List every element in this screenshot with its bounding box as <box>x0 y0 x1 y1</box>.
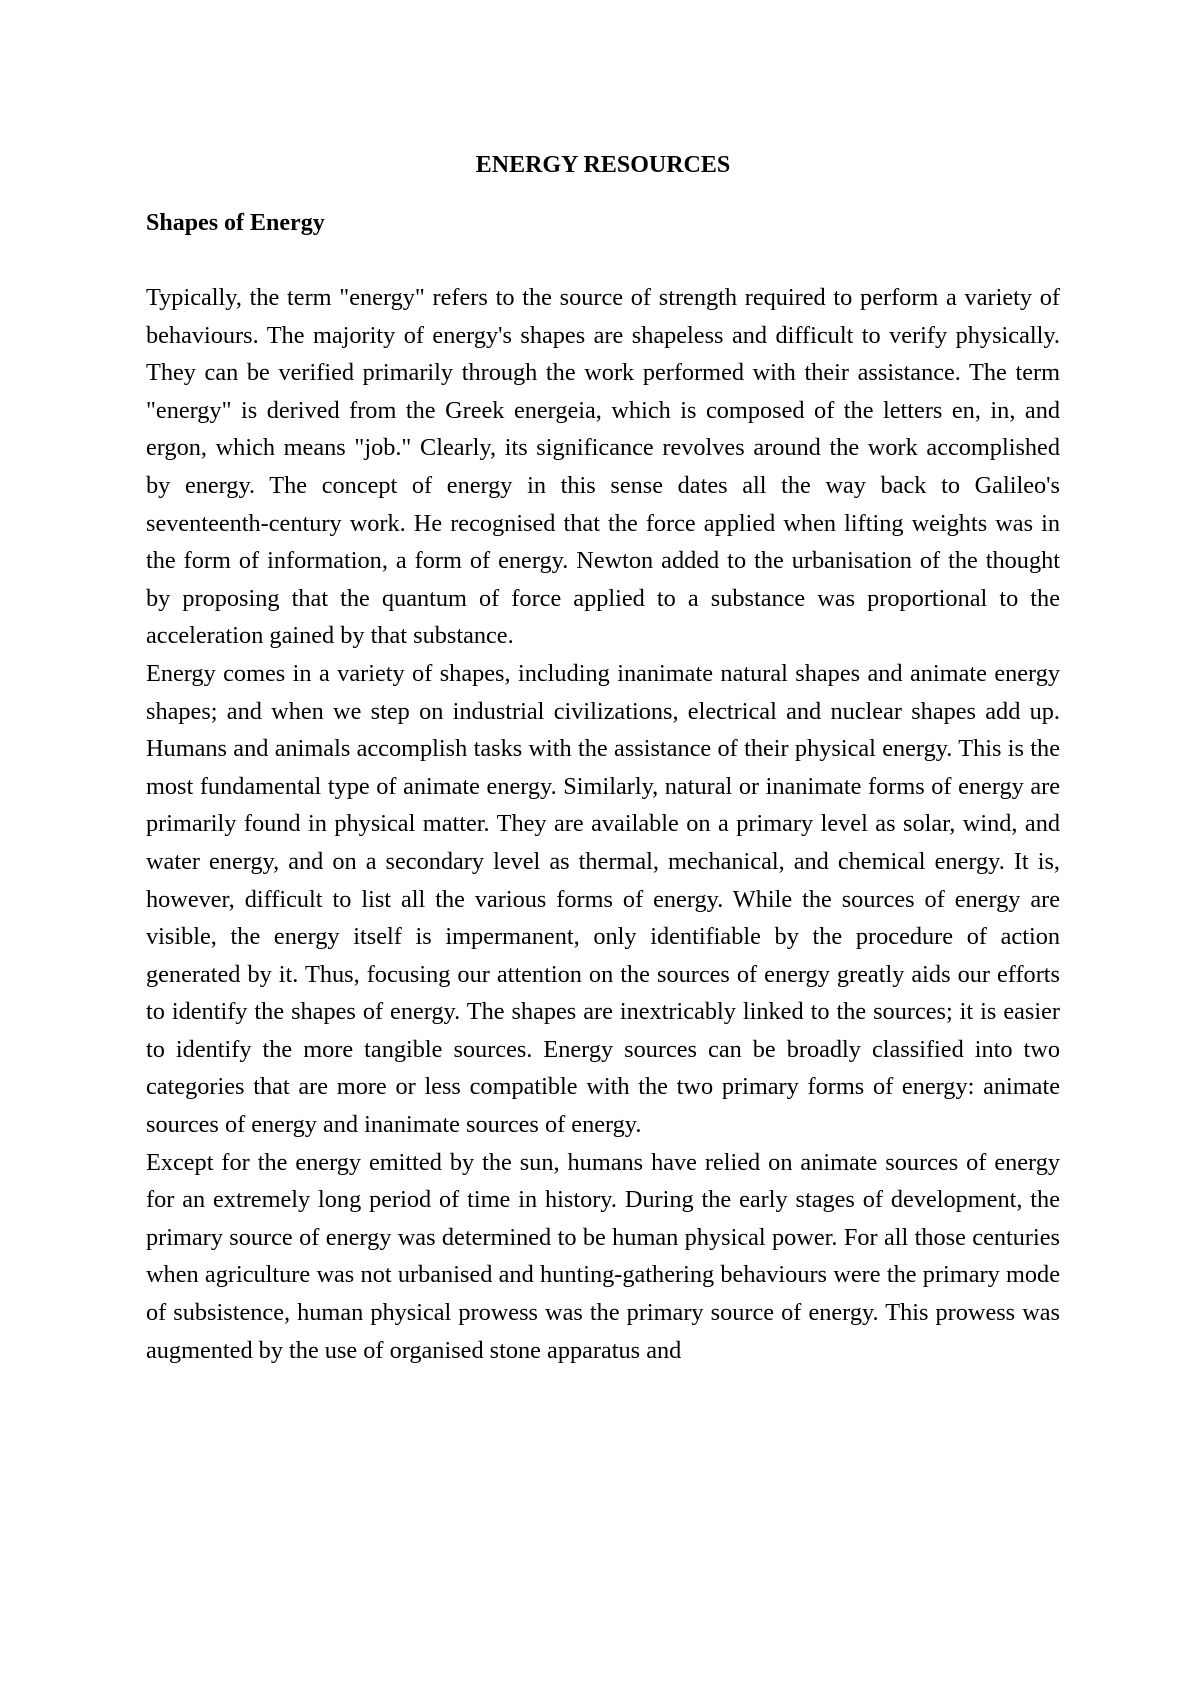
section-heading: Shapes of Energy <box>146 210 325 236</box>
document-body <box>146 146 1060 1369</box>
paragraph-3: Except for the energy emitted by the sun, humans have relied on animate sources of energy for an extremely long period of time in history. During the early stages of development, the primary source of energy was determined to be human physical power. For all those centuries when agriculture was not urbanised and hunting-gathering behaviours were the primary mode of subsistence, human physical prowess was the primary source of energy. This prowess was augmented by the use of organised stone apparatus and <box>146 1148 1060 1364</box>
paragraph-1: Typically, the term "energy" refers to the source of strength required to perform a variety of behaviours. The majority of energy's shapes are shapeless and difficult to verify physically. They can be verified primarily through the work performed with their assistance. The term "energy" is derived from the Greek energeia, which is composed of the letters en, in, and ergon, which means "job." Clearly, its significance revolves around the work accomplished by energy. The concept of energy in this sense dates all the way back to Galileo's seventeenth-century work. He recognised that the force applied when lifting weights was in the form of information, a form of energy. Newton added to the urbanisation of the thought by proposing that the quantum of force applied to a substance was proportional to the acceleration gained by that substance. <box>146 284 1060 650</box>
paragraph-2: Energy comes in a variety of shapes, including inanimate natural shapes and animate energy shapes; and when we step on industrial civilizations, electrical and nuclear shapes add up. Humans and animals accomplish tasks with the assistance of their physical energy. This is the most fundamental type of animate energy. Similarly, natural or inanimate forms of energy are primarily found in physical matter. They are available on a primary level as solar, wind, and water energy, and on a secondary level as thermal, mechanical, and chemical energy. It is, however, difficult to list all the various forms of energy. While the sources of energy are visible, the energy itself is impermanent, only identifiable by the procedure of action generated by it. Thus, focusing our attention on the sources of energy greatly aids our efforts to identify the shapes of energy. The shapes are inextricably linked to the sources; it is easier to identify the more tangible sources. Energy sources can be broadly classified into two categories that are more or less compatible with the two primary forms of energy: animate sources of energy and inanimate sources of energy. <box>146 659 1060 1139</box>
paragraph-list <box>146 279 1060 1369</box>
document-title: ENERGY RESOURCES <box>475 152 731 178</box>
